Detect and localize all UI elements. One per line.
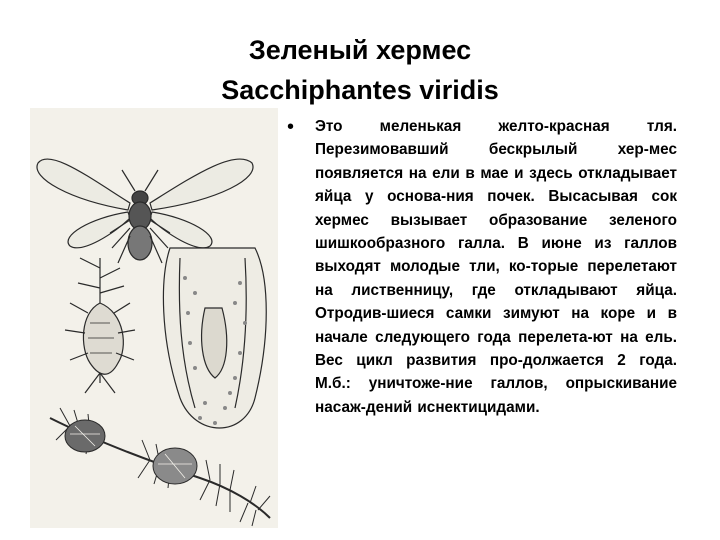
slide-title	[0, 30, 720, 110]
bullet-marker: •	[287, 116, 295, 138]
title-russian: Зеленый хермес	[248, 35, 472, 65]
description-text: Это меленькая желто-красная тля. Перезимовавший бескрылый хер-мес появляется на ели в мае и здесь откладывает яйца у основа-ния почек. Высасывая сок хермес вызывает образование зеленого шишкообразного галла. В июне из галлов выходят молодые тли, ко-торые перелетают на лиственницу, где откладывают яйца. Отродив-шиеся самки зимуют на коре и в начале следующего года перелета-ют на ель. Вес цикл развития про-должается 2 года. М.б.: уничтоже-ние галлов, опрыскивание насаж-дений иснектицидами.	[315, 118, 677, 416]
hermes-illustration	[30, 108, 278, 528]
title-latin: Sacchiphantes viridis	[221, 75, 499, 105]
